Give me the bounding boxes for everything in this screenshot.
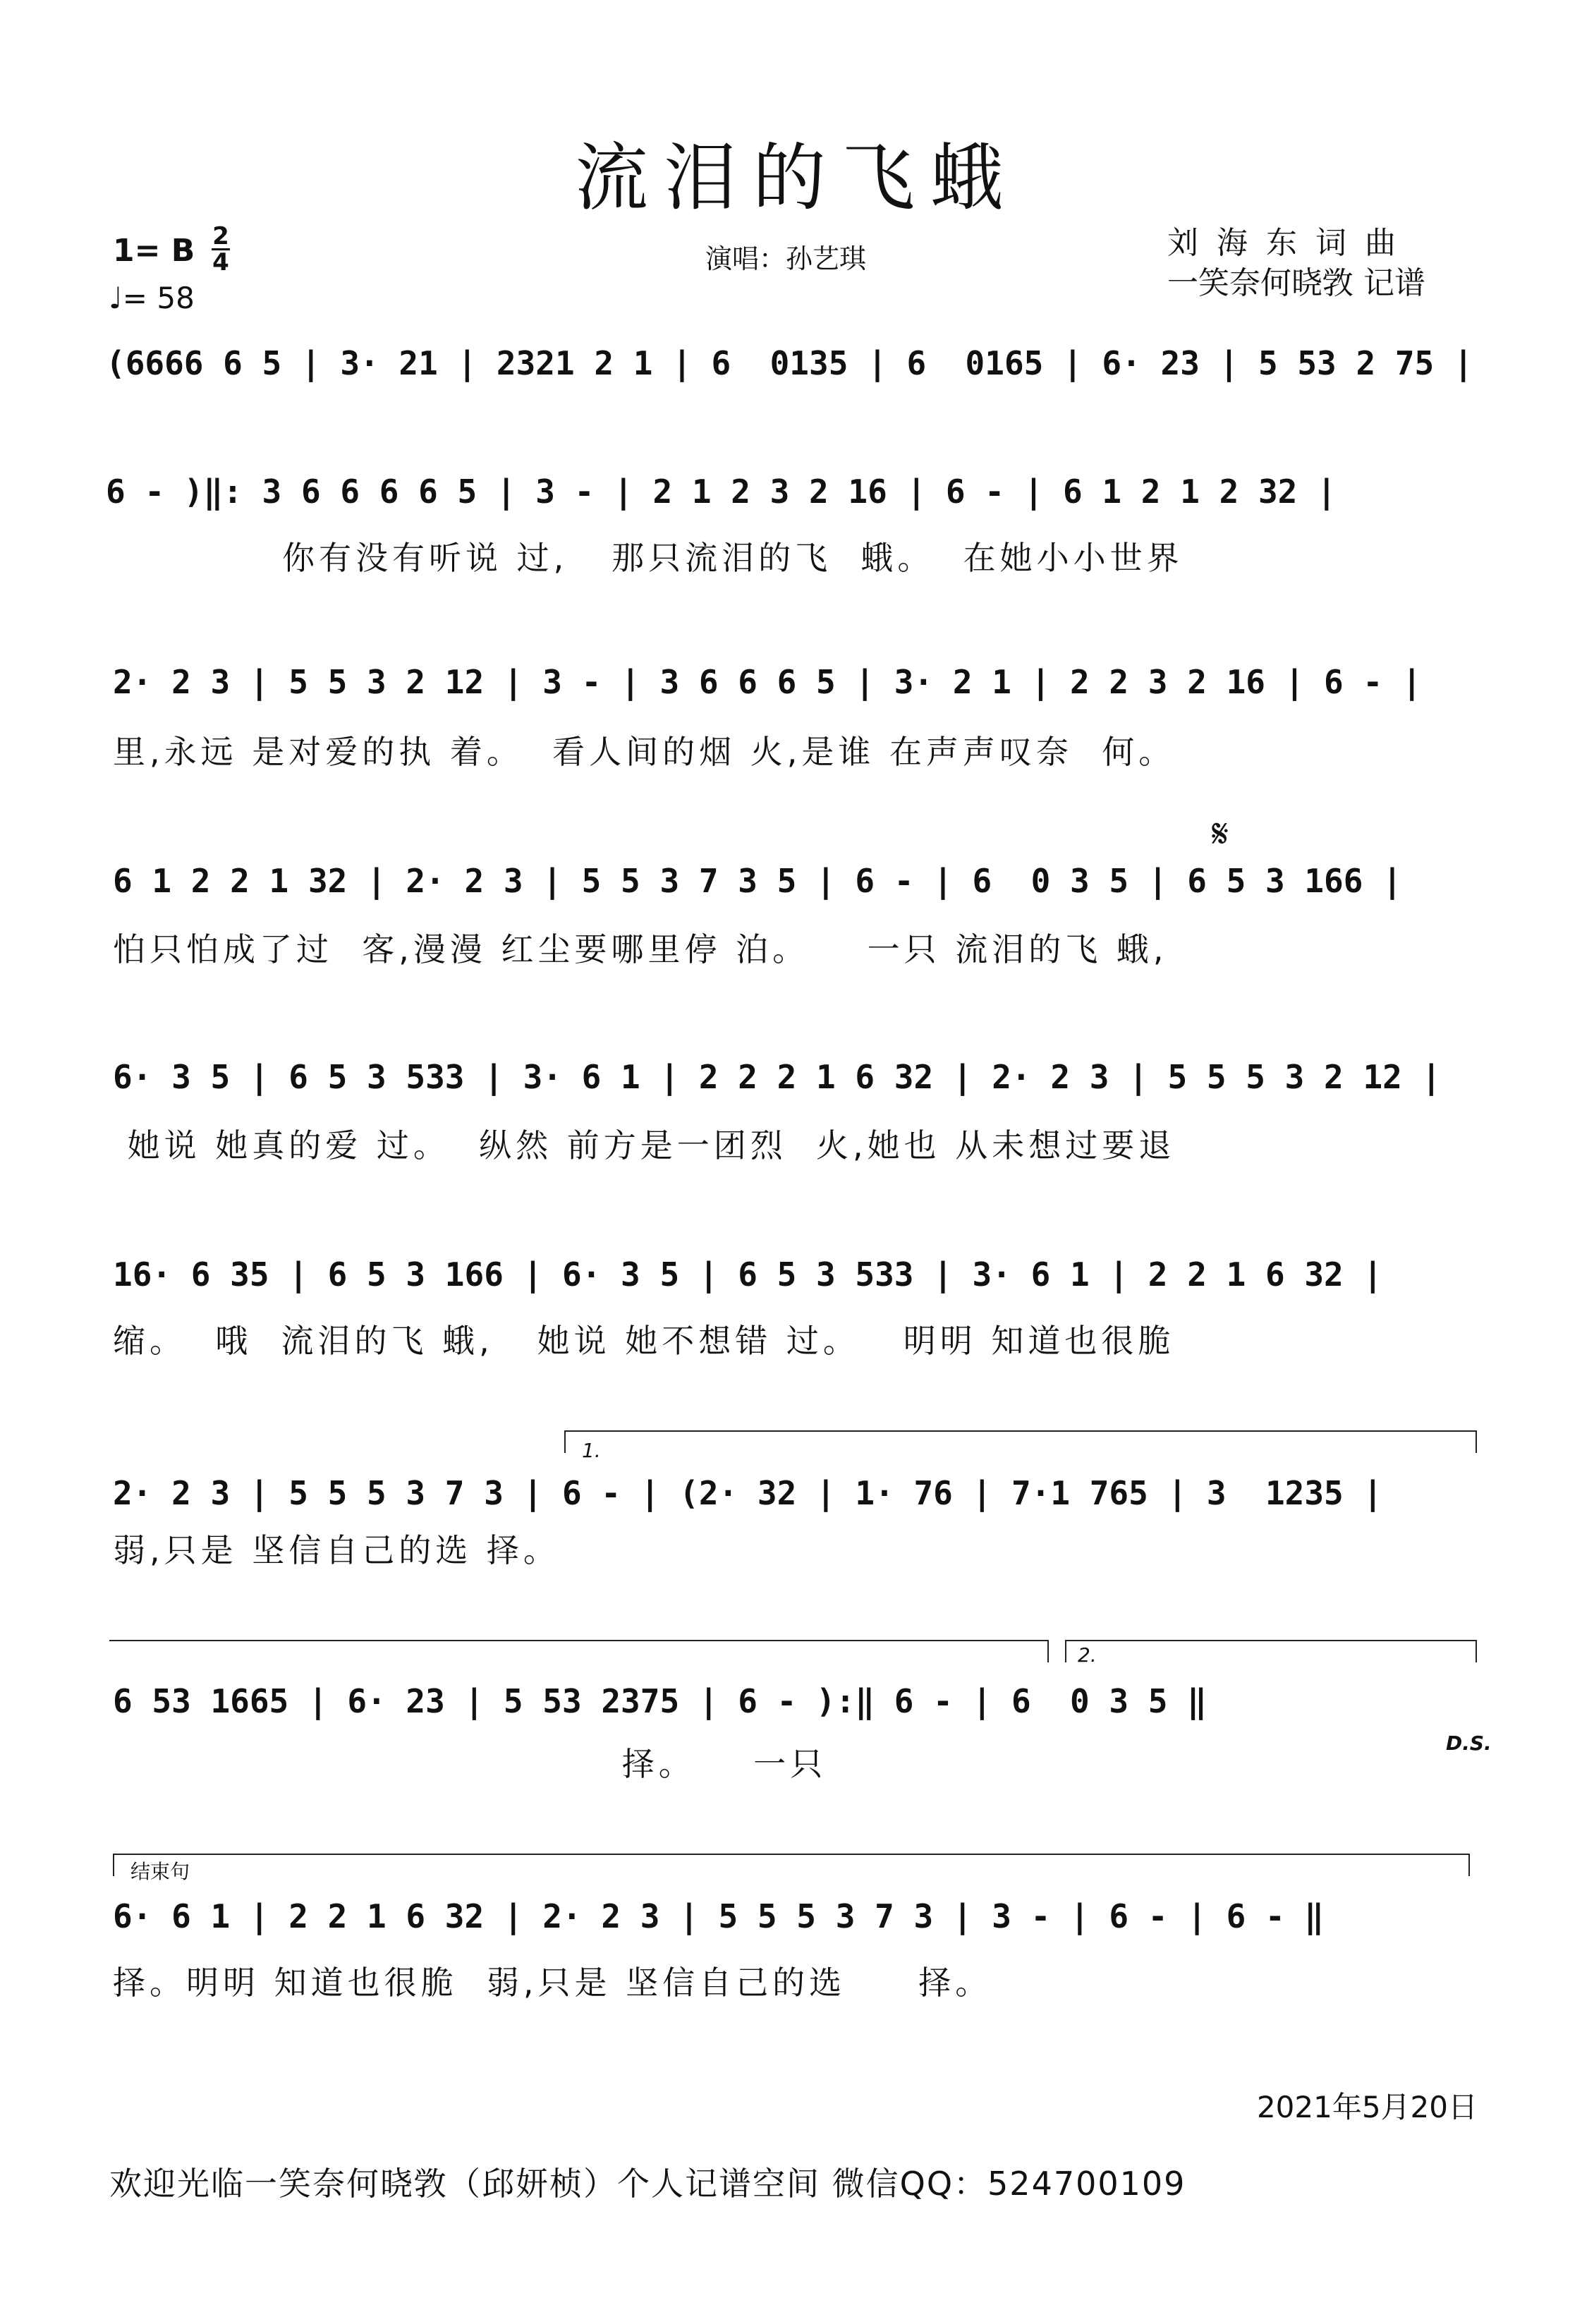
score-system-6-notes: 16· 6 35 | 6 5 3 166 | 6· 3 5 | 6 5 3 533 | 3· 6 1 | 2 2 1 6 32 | [113, 1255, 1383, 1294]
singer-credit: 演唱：孙艺琪 [705, 243, 867, 274]
second-ending-bracket [1065, 1640, 1477, 1662]
score-system-6-lyrics: 缩。 哦 流泪的飞 蛾, 她说 她不想错 过。 明明 知道也很脆 [113, 1322, 1175, 1360]
score-system-3-notes: 2· 2 3 | 5 5 3 2 12 | 3 - | 3 6 6 6 5 | 3· 2 1 | 2 2 3 2 16 | 6 - | [113, 663, 1422, 701]
second-ending-label: 2. [1078, 1643, 1097, 1667]
dal-segno-mark: D.S. [1446, 1732, 1492, 1755]
time-denominator: 4 [212, 248, 229, 276]
segno-sign: 𝄋 [1212, 811, 1229, 857]
score-system-1-notes: (6666 6 5 | 3· 21 | 2321 2 1 | 6 0135 | 6 0165 | 6· 23 | 5 53 2 75 | [106, 344, 1473, 382]
score-system-8-notes: 6 53 1665 | 6· 23 | 5 53 2375 | 6 - ):‖ 6 - | 6 0 3 5 ‖ [113, 1682, 1207, 1720]
composer-credit: 刘海东词曲 [1167, 225, 1414, 261]
score-system-2-lyrics: 你有没有听说 过, 那只流泪的飞 蛾。 在她小小世界 [282, 539, 1184, 577]
score-system-5-notes: 6· 3 5 | 6 5 3 533 | 3· 6 1 | 2 2 2 1 6 32 | 2· 2 3 | 5 5 5 3 2 12 | [113, 1058, 1442, 1096]
first-ending-bracket [564, 1430, 1477, 1453]
score-system-8-lyrics: 择。 一只 [113, 1745, 827, 1783]
coda-bracket [113, 1854, 1470, 1876]
transcriber-credit: 一笑奈何晓敩 记谱 [1167, 265, 1425, 301]
date-stamp: 2021年5月20日 [1256, 2090, 1478, 2124]
score-system-7-lyrics: 弱,只是 坚信自己的选 择。 [113, 1531, 560, 1569]
score-system-5-lyrics: 她说 她真的爱 过。 纵然 前方是一团烈 火,她也 从未想过要退 [113, 1126, 1176, 1164]
page-title: 流泪的飞蛾 [574, 135, 1019, 221]
score-system-4-notes: 6 1 2 2 1 32 | 2· 2 3 | 5 5 3 7 3 5 | 6 - | 6 0 3 5 | 6 5 3 166 | [113, 862, 1402, 900]
score-system-4-lyrics: 怕只怕成了过 客,漫漫 红尘要哪里停 泊。 一只 流泪的飞 蛾, [113, 930, 1168, 968]
key-signature: 1= B [113, 233, 195, 269]
score-system-3-lyrics: 里,永远 是对爱的执 着。 看人间的烟 火,是谁 在声声叹奈 何。 [113, 733, 1176, 771]
score-system-2-notes: 6 - )‖: 3 6 6 6 6 5 | 3 - | 2 1 2 3 2 16 | 6 - | 6 1 2 1 2 32 | [106, 473, 1337, 511]
score-system-7-notes: 2· 2 3 | 5 5 5 3 7 3 | 6 - | (2· 32 | 1· 76 | 7·1 765 | 3 1235 | [113, 1474, 1383, 1512]
score-system-9-lyrics: 择。明明 知道也很脆 弱,只是 坚信自己的选 择。 [113, 1964, 992, 2002]
first-ending-label: 1. [582, 1439, 601, 1462]
time-signature [212, 224, 230, 274]
footer-note: 欢迎光临一笑奈何晓敩（邱妍桢）个人记谱空间 微信QQ：524700109 [109, 2165, 1186, 2203]
coda-label: 结束句 [130, 1860, 190, 1883]
score-system-9-notes: 6· 6 1 | 2 2 1 6 32 | 2· 2 3 | 5 5 5 3 7 3 | 3 - | 6 - | 6 - ‖ [113, 1897, 1325, 1935]
time-numerator: 2 [212, 222, 229, 250]
tempo-marking: ♩= 58 [109, 281, 195, 315]
first-ending-continuation [109, 1640, 1049, 1662]
